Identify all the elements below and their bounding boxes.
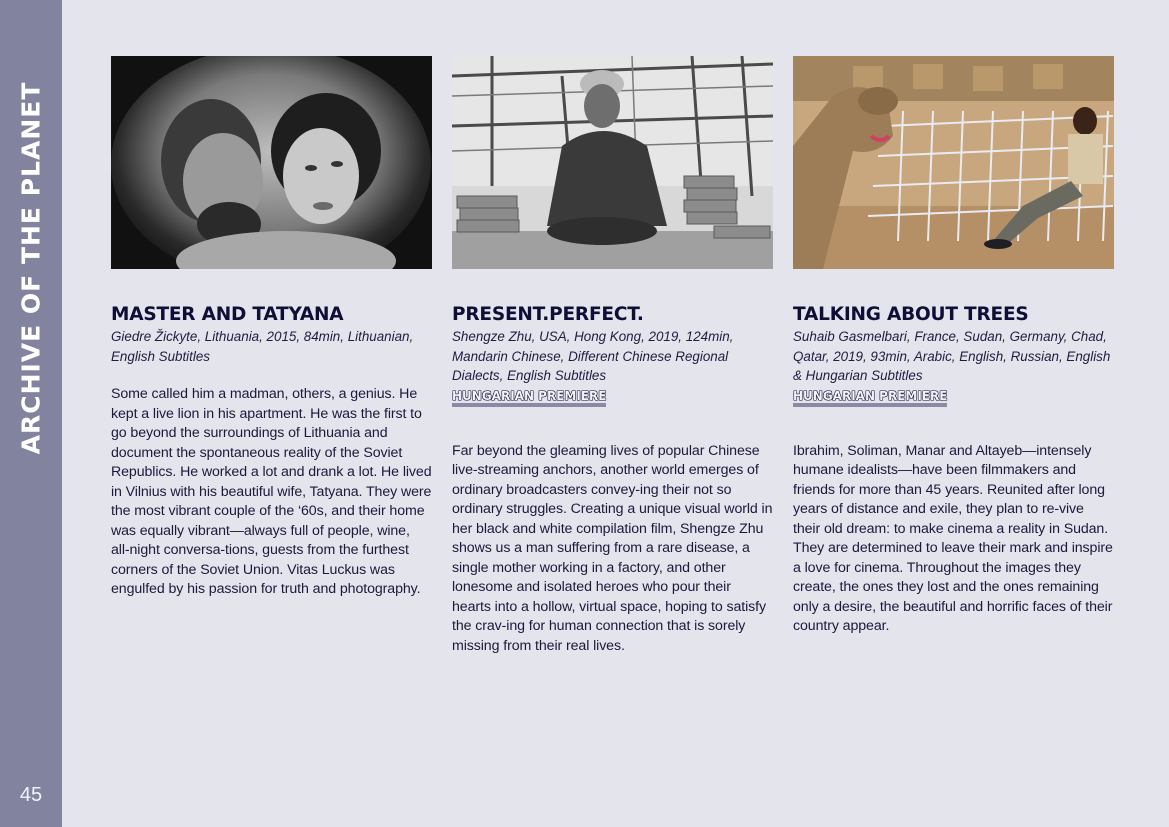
film-still-present-perfect — [452, 56, 773, 269]
section-title: ARCHIVE OF THE PLANET — [16, 81, 46, 455]
film-title: MASTER AND TATYANA — [111, 304, 344, 325]
sidebar — [0, 0, 62, 827]
film-credits: Suhaib Gasmelbari, France, Sudan, Germany, Chad, Qatar, 2019, 93min, Arabic, English, Russian, English & Hungarian Subtitles — [793, 329, 1111, 383]
film-still-master-and-tatyana — [111, 56, 432, 269]
film-synopsis: Ibrahim, Soliman, Manar and Altayeb—intensely humane idealists—have been filmmakers and friends for more than 45 years. Reunited after long years of distance and exile, they plan to re-vive their old dream: to make cinema a reality in Sudan. They are determined to leave their mark and inspire a love for cinema. Throughout the images they create, the ones they lost and the ones remaining only a desire, the beautiful and horrific faces of their country appear. — [793, 442, 1113, 634]
premiere-badge: HUNGARIAN PREMIERE — [793, 390, 947, 407]
film-synopsis: Far beyond the gleaming lives of popular Chinese live-streaming anchors, another world emerges of ordinary broadcasters convey-ing their not so ordinary struggles. Creating a unique visual world in her black and white compilation film, Shengze Zhu shows us a man suffering from a rare disease, a single mother working in a factory, and other lonesome and isolated heroes who pour their hearts into a hollow, virtual space, hoping to satisfy the crav-ing for human connection that is sorely missing from their real lives. — [452, 442, 773, 654]
film-credits: Shengze Zhu, USA, Hong Kong, 2019, 124min, Mandarin Chinese, Different Chinese Regional Dialects, English Subtitles — [452, 329, 734, 383]
film-entry-talking-about-trees — [793, 56, 1114, 637]
film-entry-master-and-tatyana — [111, 56, 432, 600]
film-still-talking-about-trees — [793, 56, 1114, 269]
film-entry-present-perfect — [452, 56, 773, 656]
film-synopsis: Some called him a madman, others, a genius. He kept a live lion in his apartment. He was the first to go beyond the surroundings of Lithuania and document the spontaneous reality of the Soviet Republics. He worked a lot and drank a lot. He lived in Vilnius with his beautiful wife, Tatyana. They were the most vibrant couple of the ‘60s, and their home was equally vibrant—always full of people, wine, all-night conversa-tions, guests from the furthest corners of the Soviet Union. Vitas Luckus was engulfed by his passion for truth and photography. — [111, 386, 432, 597]
film-title: TALKING ABOUT TREES — [793, 304, 1029, 325]
page-number: 45 — [19, 784, 43, 806]
film-credits: Giedre Žickyte, Lithuania, 2015, 84min, Lithuanian, English Subtitles — [111, 329, 414, 364]
film-title: PRESENT.PERFECT. — [452, 304, 644, 325]
premiere-badge: HUNGARIAN PREMIERE — [452, 390, 606, 407]
